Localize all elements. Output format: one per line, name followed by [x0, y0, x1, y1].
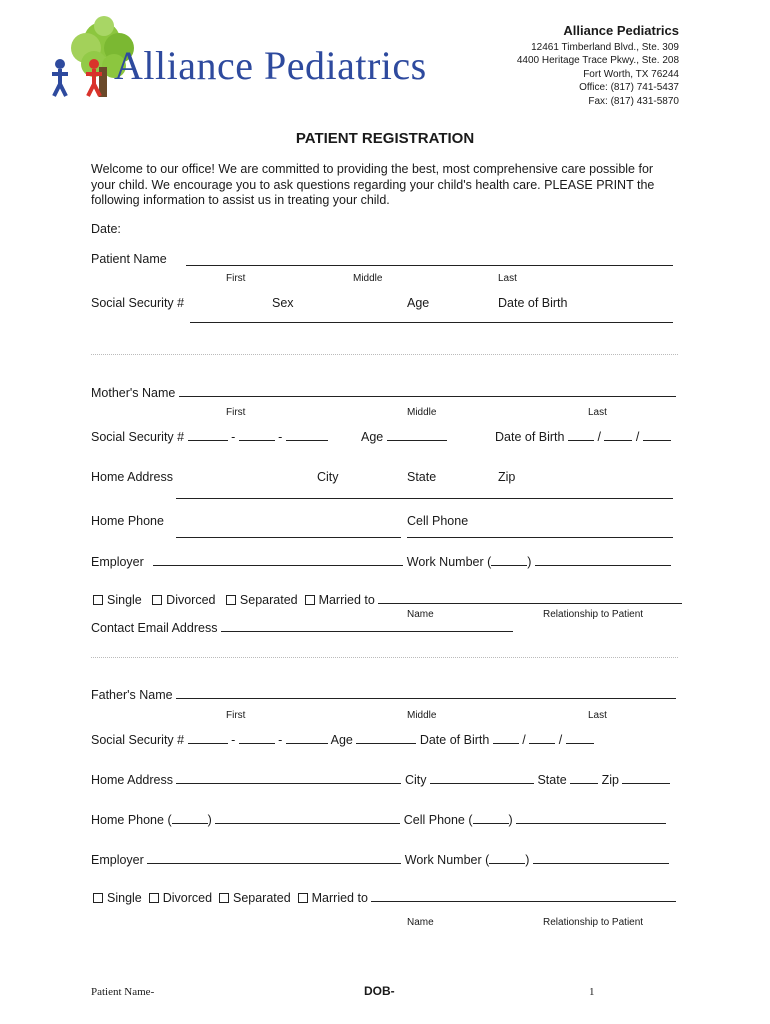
- father-ssn-part-2[interactable]: [239, 743, 275, 744]
- intro-paragraph: [91, 162, 654, 209]
- mother-dob-label: Date of Birth: [495, 430, 565, 444]
- patient-dob-label: Date of Birth: [498, 296, 568, 310]
- section-divider: [91, 657, 678, 658]
- mother-name-field[interactable]: [179, 396, 676, 397]
- mother-spouse-name-caption: Name: [407, 609, 434, 620]
- mother-name-row: [91, 386, 676, 400]
- father-city-field[interactable]: [430, 783, 534, 784]
- patient-ssn-label: Social Security #: [91, 296, 185, 310]
- father-cell-phone-label: Cell Phone: [403, 813, 465, 827]
- mother-work-number-field[interactable]: [535, 565, 671, 566]
- father-marital-row: [93, 891, 676, 905]
- patient-middle-caption: Middle: [353, 273, 383, 284]
- father-name-field[interactable]: [176, 698, 676, 699]
- father-zip-field[interactable]: [622, 783, 670, 784]
- mother-state-label: State: [407, 470, 437, 484]
- patient-last-caption: Last: [498, 273, 517, 284]
- logo: [44, 12, 464, 102]
- mother-employer-label: Employer: [91, 555, 144, 569]
- patient-first-caption: First: [226, 273, 246, 284]
- footer-patient-name: Patient Name-: [91, 986, 155, 998]
- father-age-field[interactable]: [356, 743, 416, 744]
- single-label: Single: [107, 891, 142, 905]
- father-work-number-field[interactable]: [533, 863, 669, 864]
- mother-name-label: Mother's Name: [91, 386, 176, 400]
- father-state-label: State: [537, 773, 567, 787]
- org-address-block: [517, 24, 679, 108]
- intro-line-2: your child. We encourage you to ask questions regarding your child's health care. PLEASE PRINT the: [91, 177, 655, 192]
- email-label: Contact Email Address: [91, 621, 218, 635]
- mother-dob-row: Date of Birth / /: [495, 430, 671, 444]
- mother-employer-field[interactable]: [153, 565, 403, 566]
- mother-middle-caption: Middle: [407, 407, 437, 418]
- father-dob-label: Date of Birth: [419, 733, 490, 747]
- father-ssn-label: Social Security #: [91, 733, 185, 747]
- date-label: Date:: [91, 222, 121, 236]
- father-zip-label: Zip: [601, 773, 619, 787]
- city-line: Fort Worth, TX 76244: [583, 68, 679, 80]
- fax-number: Fax: (817) 431-5870: [588, 95, 679, 107]
- married-checkbox[interactable]: [305, 595, 315, 605]
- mother-dob-day[interactable]: [604, 440, 632, 441]
- single-checkbox[interactable]: [93, 595, 103, 605]
- email-field[interactable]: [221, 631, 513, 632]
- mother-work-number-label: Work Number: [406, 555, 484, 569]
- patient-details-field[interactable]: [190, 322, 673, 323]
- mother-dob-year[interactable]: [643, 440, 671, 441]
- mother-spouse-field[interactable]: [378, 603, 682, 604]
- father-ssn-part-1[interactable]: [188, 743, 228, 744]
- father-dob-day[interactable]: [529, 743, 555, 744]
- mother-ssn-part-3[interactable]: [286, 440, 328, 441]
- patient-sex-label: Sex: [272, 296, 294, 310]
- separated-checkbox[interactable]: [226, 595, 236, 605]
- patient-age-label: Age: [407, 296, 430, 310]
- father-phone-row: Home Phone ( ) Cell Phone ( ): [91, 813, 666, 827]
- mother-address-field[interactable]: [176, 498, 673, 499]
- father-home-phone-label: Home Phone: [91, 813, 164, 827]
- separated-label: Separated: [232, 891, 291, 905]
- mother-relationship-caption: Relationship to Patient: [543, 609, 644, 620]
- mother-age-label: Age: [361, 430, 384, 444]
- page-number: 1: [589, 986, 595, 998]
- father-first-caption: First: [226, 710, 246, 721]
- address-line-2: 4400 Heritage Trace Pkwy., Ste. 208: [516, 55, 679, 66]
- father-address-row: [91, 773, 670, 787]
- mother-ssn-part-2[interactable]: [239, 440, 275, 441]
- father-employer-row: Employer Work Number ( ): [91, 853, 669, 867]
- father-dob-month[interactable]: [493, 743, 519, 744]
- single-checkbox[interactable]: [93, 893, 103, 903]
- intro-line-3: following information to assist us in treating your child.: [91, 193, 390, 207]
- mother-home-phone-field[interactable]: [176, 537, 401, 538]
- father-address-field[interactable]: [176, 783, 401, 784]
- father-name-label: Father's Name: [91, 688, 173, 702]
- office-phone: Office: (817) 741-5437: [579, 82, 679, 93]
- footer-dob: DOB-: [364, 984, 395, 998]
- mother-first-caption: First: [226, 407, 246, 418]
- father-middle-caption: Middle: [407, 710, 437, 721]
- father-ssn-row: Social Security # - - Age Date of Birth / /: [91, 733, 594, 747]
- mother-age-field[interactable]: [387, 440, 447, 441]
- father-work-number-label: Work Number: [404, 853, 482, 867]
- logo-text-alliance: Alliance: [114, 43, 254, 88]
- father-age-label: Age: [330, 733, 353, 747]
- separated-label: Separated: [239, 593, 298, 607]
- divorced-label: Divorced: [162, 891, 213, 905]
- married-label: Married to: [311, 891, 368, 905]
- mother-cell-phone-label: Cell Phone: [407, 514, 469, 528]
- father-address-label: Home Address: [91, 773, 173, 787]
- mother-marital-row: [93, 593, 682, 607]
- father-cell-area-code[interactable]: [473, 823, 509, 824]
- intro-line-1: Welcome to our office! We are committed to providing the best, most comprehensive care possible for: [91, 162, 654, 176]
- divorced-label: Divorced: [166, 593, 216, 607]
- separated-checkbox[interactable]: [219, 893, 229, 903]
- divorced-checkbox[interactable]: [149, 893, 159, 903]
- divorced-checkbox[interactable]: [152, 595, 162, 605]
- mother-ssn-part-1[interactable]: [188, 440, 228, 441]
- mother-dob-month[interactable]: [568, 440, 594, 441]
- father-dob-year[interactable]: [566, 743, 594, 744]
- section-divider: [91, 354, 678, 355]
- father-cell-phone-field[interactable]: [516, 823, 666, 824]
- single-label: Single: [107, 593, 142, 607]
- father-city-label: City: [404, 773, 427, 787]
- father-name-row: [91, 688, 676, 702]
- father-spouse-name-caption: Name: [407, 917, 434, 928]
- married-checkbox[interactable]: [298, 893, 308, 903]
- father-ssn-part-3[interactable]: [286, 743, 328, 744]
- mother-employer-row: Employer Work Number ( ): [91, 555, 671, 569]
- mother-home-phone-label: Home Phone: [91, 514, 164, 528]
- mother-last-caption: Last: [588, 407, 607, 418]
- mother-age-row: [361, 430, 447, 444]
- mother-address-label: Home Address: [91, 470, 173, 484]
- father-employer-field[interactable]: [147, 863, 401, 864]
- mother-ssn-row: Social Security # - -: [91, 430, 328, 444]
- mother-ssn-label: Social Security #: [91, 430, 185, 444]
- father-state-field[interactable]: [570, 783, 598, 784]
- address-line-1: 12461 Timberland Blvd., Ste. 309: [531, 41, 679, 53]
- father-employer-label: Employer: [91, 853, 144, 867]
- patient-name-label: Patient Name: [91, 252, 167, 266]
- father-spouse-field[interactable]: [371, 901, 676, 902]
- mother-work-area-code[interactable]: [491, 565, 527, 566]
- page-title: PATIENT REGISTRATION: [295, 130, 475, 147]
- mother-city-label: City: [317, 470, 339, 484]
- mother-cell-phone-field[interactable]: [407, 537, 673, 538]
- father-relationship-caption: Relationship to Patient: [543, 917, 644, 928]
- mother-email-row: [91, 621, 513, 635]
- patient-name-field[interactable]: [186, 265, 673, 266]
- father-work-area-code[interactable]: [489, 863, 525, 864]
- father-last-caption: Last: [588, 710, 607, 721]
- married-label: Married to: [318, 593, 375, 607]
- father-home-area-code[interactable]: [172, 823, 208, 824]
- father-home-phone-field[interactable]: [215, 823, 400, 824]
- mother-zip-label: Zip: [498, 470, 516, 484]
- logo-text-pediatrics: Pediatrics: [264, 43, 427, 88]
- org-name: Alliance Pediatrics: [563, 23, 679, 38]
